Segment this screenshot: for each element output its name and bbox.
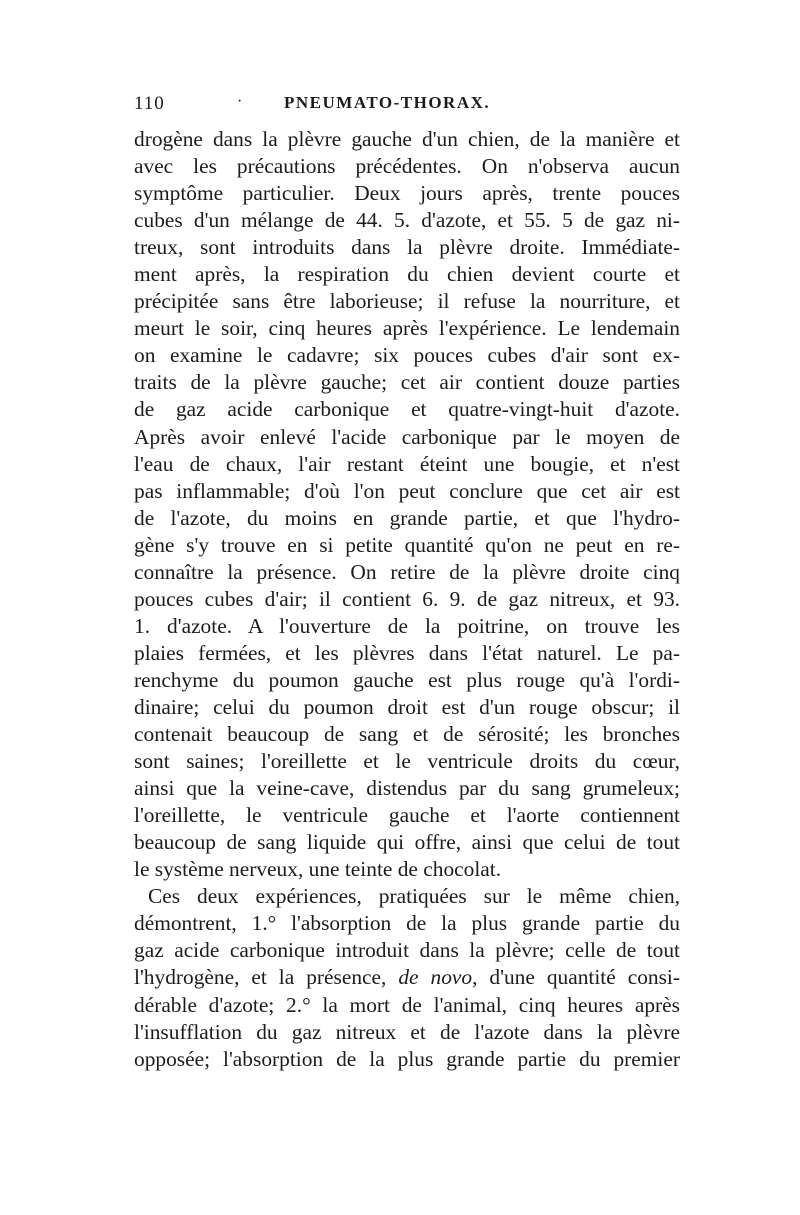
text-line: symptôme particulier. Deux jours après, trente pouces	[134, 181, 680, 206]
running-title: PNEUMATO-THORAX.	[284, 93, 491, 112]
text-line: dinaire; celui du poumon droit est d'un rouge obscur; il	[134, 694, 680, 719]
line-segment: , d'une quantité consi-	[472, 965, 680, 990]
text-line: l'eau de chaux, l'air restant éteint une bougie, et n'est	[134, 451, 680, 476]
body-text	[134, 126, 680, 1073]
text-line: pouces cubes d'air; il contient 6. 9. de gaz nitreux, et 93.	[134, 586, 680, 611]
text-line: ment après, la respiration du chien devient courte et	[134, 262, 680, 287]
text-line: sont saines; l'oreillette et le ventricule droits du cœur,	[134, 749, 680, 774]
italic-phrase: de novo	[398, 965, 473, 990]
header-separator: ·	[237, 93, 243, 110]
text-line: meurt le soir, cinq heures après l'expérience. Le lendemain	[134, 316, 680, 341]
text-line: dérable d'azote; 2.° la mort de l'animal, cinq heures après	[134, 992, 680, 1017]
text-line: l'insufflation du gaz nitreux et de l'azote dans la plèvre	[134, 1019, 680, 1044]
paragraph-start-line: Ces deux expériences, pratiquées sur le même chien,	[148, 884, 680, 909]
text-line: gaz acide carbonique introduit dans la plèvre; celle de tout	[134, 938, 680, 963]
text-line: traits de la plèvre gauche; cet air contient douze parties	[134, 370, 680, 395]
text-line: Après avoir enlevé l'acide carbonique par le moyen de	[134, 424, 680, 449]
text-line: de gaz acide carbonique et quatre-vingt-huit d'azote.	[134, 397, 680, 422]
paragraph-end-line: le système nerveux, une teinte de chocolat.	[134, 857, 502, 882]
text-line: avec les précautions précédentes. On n'observa aucun	[134, 154, 680, 179]
text-line: drogène dans la plèvre gauche d'un chien, de la manière et	[134, 127, 680, 151]
text-line: démontrent, 1.° l'absorption de la plus grande partie du	[134, 911, 680, 936]
text-line: pas inflammable; d'où l'on peut conclure que cet air est	[134, 478, 680, 503]
text-line: connaître la présence. On retire de la plèvre droite cinq	[134, 559, 680, 584]
running-head	[134, 93, 680, 119]
text-line: on examine le cadavre; six pouces cubes d'air sont ex-	[134, 343, 680, 368]
line-segment: l'hydrogène, et la présence,	[134, 965, 399, 990]
text-line-with-italic	[134, 964, 680, 991]
text-line: précipitée sans être laborieuse; il refuse la nourriture, et	[134, 289, 680, 314]
text-line: contenait beaucoup de sang et de sérosité; les bronches	[134, 722, 680, 747]
text-line: cubes d'un mélange de 44. 5. d'azote, et 55. 5 de gaz ni-	[134, 208, 680, 233]
text-line: ainsi que la veine-cave, distendus par du sang grumeleux;	[134, 776, 680, 801]
page-number: 110	[134, 93, 165, 114]
text-line: treux, sont introduits dans la plèvre droite. Immédiate-	[134, 235, 680, 260]
text-line: gène s'y trouve en si petite quantité qu'on ne peut en re-	[134, 532, 680, 557]
text-line: l'oreillette, le ventricule gauche et l'aorte contiennent	[134, 803, 680, 828]
text-line: beaucoup de sang liquide qui offre, ainsi que celui de tout	[134, 830, 680, 855]
text-line: renchyme du poumon gauche est plus rouge qu'à l'ordi-	[134, 667, 680, 692]
text-line: de l'azote, du moins en grande partie, et que l'hydro-	[134, 505, 680, 530]
text-line: plaies fermées, et les plèvres dans l'état naturel. Le pa-	[134, 640, 680, 665]
text-line: opposée; l'absorption de la plus grande partie du premier	[134, 1046, 680, 1071]
text-line: 1. d'azote. A l'ouverture de la poitrine, on trouve les	[134, 613, 680, 638]
